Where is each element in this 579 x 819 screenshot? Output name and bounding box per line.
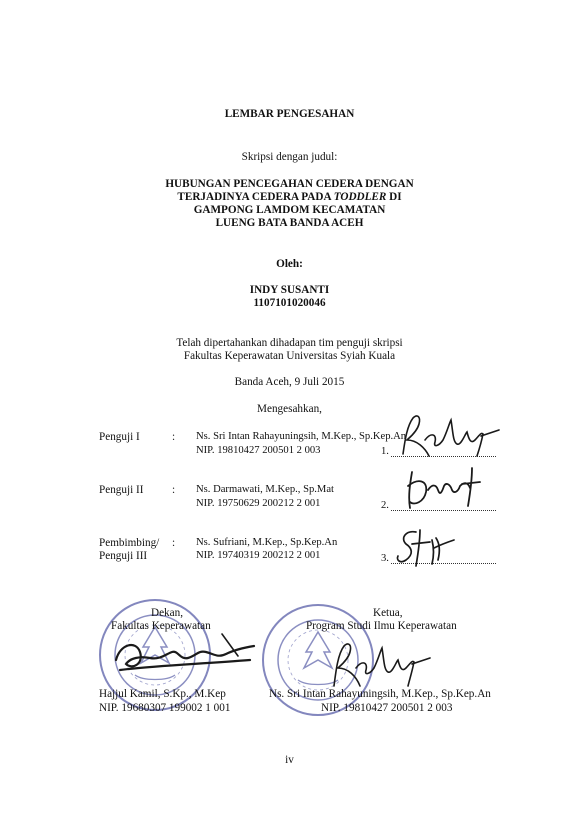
examiner-2-number: 2. xyxy=(381,500,389,511)
thesis-title-part-a: TERJADINYA CEDERA PADA xyxy=(177,191,331,203)
examiner-3-number: 3. xyxy=(381,553,389,564)
examiner-2-name: Ns. Darmawati, M.Kep., Sp.Mat xyxy=(196,484,334,495)
examiner-3-name: Ns. Sufriani, M.Kep., Sp.Kep.An xyxy=(196,537,338,548)
examiner-1-number: 1. xyxy=(381,446,389,457)
examiner-1-role: Penguji I xyxy=(99,431,140,443)
defense-line-1: Telah dipertahankan dihadapan tim penguji skripsi xyxy=(176,337,403,349)
thesis-title-line-1: HUBUNGAN PENCEGAHAN CEDERA DENGAN xyxy=(165,178,414,190)
thesis-title-line-3: GAMPONG LAMDOM KECAMATAN xyxy=(193,204,386,216)
signature-examiner-2 xyxy=(398,462,488,514)
author-name: INDY SUSANTI xyxy=(249,284,330,296)
examiner-1-colon: : xyxy=(172,431,176,443)
signature-chair xyxy=(326,636,436,692)
thesis-title-line-4: LUENG BATA BANDA ACEH xyxy=(215,217,364,229)
chair-title: Ketua, xyxy=(373,607,403,619)
examiner-3-role-line-2: Penguji III xyxy=(99,550,148,562)
thesis-title-italic: TODDLER xyxy=(333,191,387,203)
page-number: iv xyxy=(285,754,294,766)
defense-line-2: Fakultas Keperawatan Universitas Syiah Kuala xyxy=(183,350,396,362)
page-title: LEMBAR PENGESAHAN xyxy=(224,108,355,120)
author-id: 1107101020046 xyxy=(253,297,326,309)
examiner-1-nip: NIP. 19810427 200501 2 003 xyxy=(196,445,321,456)
dean-unit: Fakultas Keperawatan xyxy=(111,620,211,632)
by-label: Oleh: xyxy=(276,258,303,270)
examiner-3-colon: : xyxy=(172,537,176,549)
dean-title: Dekan, xyxy=(151,607,183,619)
examiner-2-role: Penguji II xyxy=(99,484,144,496)
examiner-3-nip: NIP. 19740319 200212 2 001 xyxy=(196,550,321,561)
dean-nip: NIP. 19680307 199002 1 001 xyxy=(99,702,231,714)
place-date: Banda Aceh, 9 Juli 2015 xyxy=(234,376,345,388)
chair-unit: Program Studi Ilmu Keperawatan xyxy=(306,620,457,632)
chair-name: Ns. Sri Intan Rahayuningsih, M.Kep., Sp.Kep.An xyxy=(269,688,491,700)
signature-examiner-1 xyxy=(395,410,505,460)
thesis-title-part-b: DI xyxy=(389,191,402,203)
examiner-3-role: Pembimbing/ xyxy=(99,537,160,549)
signature-dean xyxy=(110,630,260,680)
chair-nip: NIP. 19810427 200501 2 003 xyxy=(321,702,453,714)
examiner-2-nip: NIP. 19750629 200212 2 001 xyxy=(196,498,321,509)
intro-text: Skripsi dengan judul: xyxy=(241,151,338,163)
approve-label: Mengesahkan, xyxy=(257,403,322,415)
examiner-1-name: Ns. Sri Intan Rahayuningsih, M.Kep., Sp.Kep.An xyxy=(196,431,407,442)
dean-name: Hajjul Kamil, S.Kp., M.Kep xyxy=(99,688,226,700)
signature-examiner-3 xyxy=(390,522,470,570)
examiner-2-colon: : xyxy=(172,484,176,496)
thesis-title-line-2 xyxy=(0,191,579,203)
